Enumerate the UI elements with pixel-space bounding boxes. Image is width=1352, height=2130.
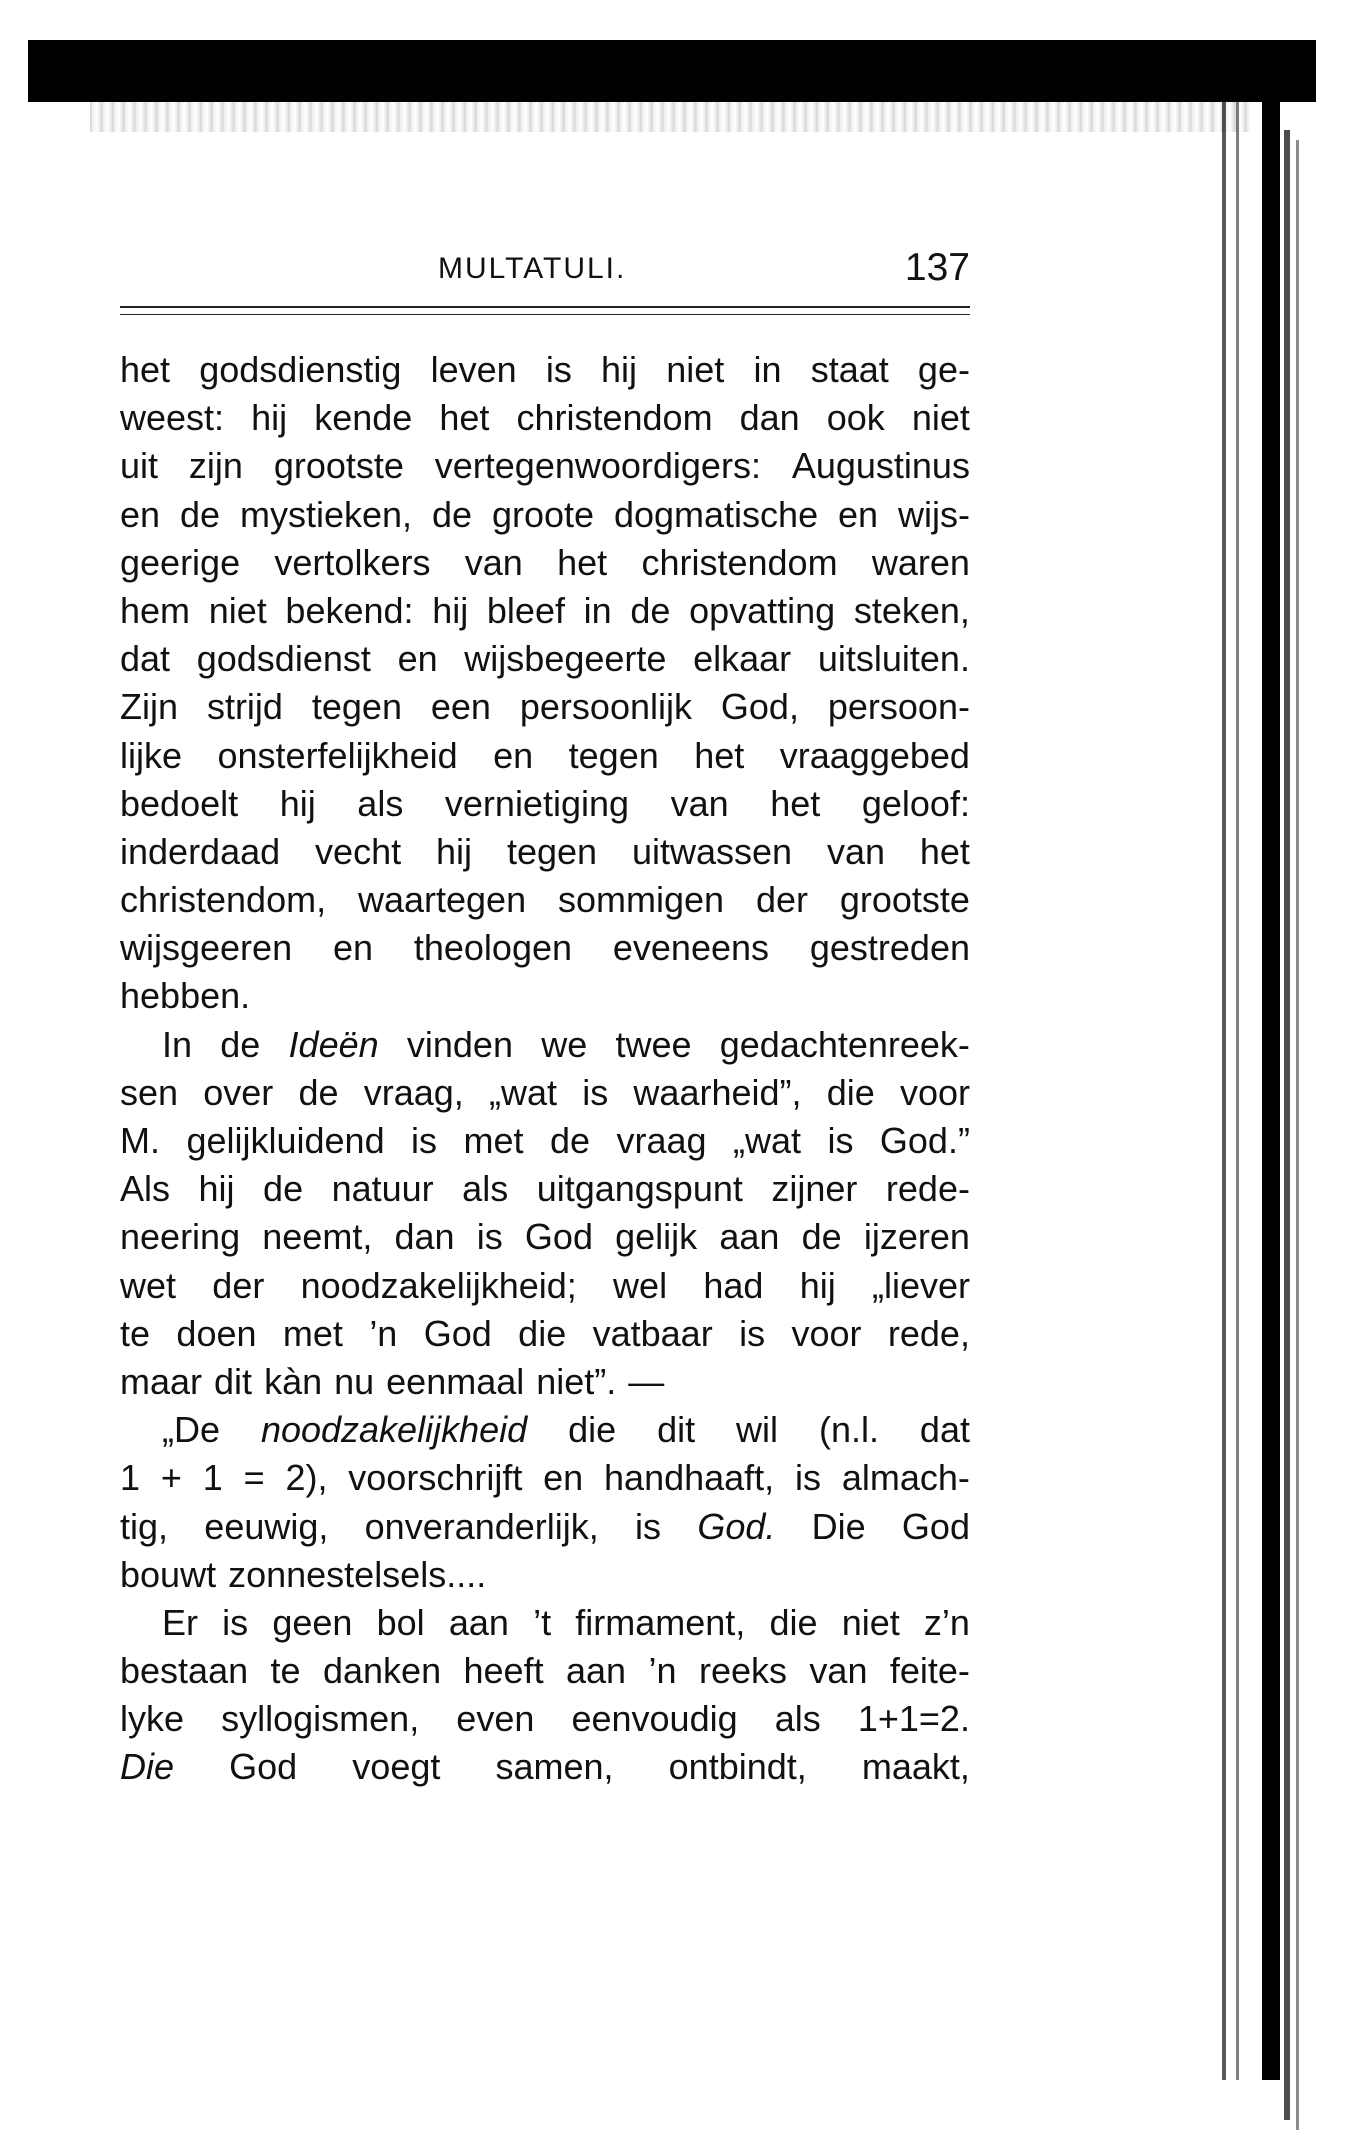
word: voegt xyxy=(352,1746,441,1788)
text-line xyxy=(120,1743,970,1791)
text-line xyxy=(120,1695,970,1743)
text-line xyxy=(120,539,970,587)
word: uitwassen xyxy=(631,830,793,872)
text-line xyxy=(120,732,970,780)
word: hij xyxy=(279,782,316,824)
word: heeft xyxy=(463,1650,544,1692)
text-line xyxy=(120,828,970,876)
text-line xyxy=(120,1069,970,1117)
word: met xyxy=(463,1120,524,1161)
word: lijke xyxy=(120,734,183,776)
word: ijzeren xyxy=(863,1216,970,1258)
word: almach- xyxy=(841,1457,970,1499)
word: mystieken, xyxy=(239,493,413,535)
word: ’n xyxy=(369,1312,398,1354)
word: wel xyxy=(613,1264,668,1306)
word: sommigen xyxy=(558,879,725,921)
scan-binding-edge xyxy=(1284,130,1290,2120)
word: van xyxy=(464,541,523,583)
word: van xyxy=(670,782,729,824)
word: handhaaft, xyxy=(604,1457,775,1499)
word: tig, xyxy=(120,1505,169,1547)
word: is xyxy=(411,1120,438,1161)
word: geloof: xyxy=(861,782,970,824)
word: neering xyxy=(120,1216,241,1258)
word: Er xyxy=(162,1601,198,1643)
word: vatbaar xyxy=(592,1312,713,1354)
word: leven xyxy=(430,349,517,390)
scan-binding-edge xyxy=(1222,90,1226,2080)
word: God.” xyxy=(879,1120,970,1161)
word: en xyxy=(543,1457,584,1499)
word: Augustinus xyxy=(791,445,970,487)
text-line xyxy=(120,780,970,828)
word: dit xyxy=(657,1409,696,1451)
word: wet xyxy=(120,1264,177,1306)
word: waren xyxy=(871,541,970,583)
word: wijsbegeerte xyxy=(464,638,667,680)
word: inderdaad xyxy=(120,830,281,872)
word: en xyxy=(493,734,534,776)
word: ook xyxy=(826,397,885,439)
word: die xyxy=(518,1312,567,1354)
text-line xyxy=(120,635,970,683)
header-rule xyxy=(120,314,970,315)
word: syllogismen, xyxy=(221,1698,420,1740)
word: voor xyxy=(791,1312,862,1354)
word: en xyxy=(397,638,438,680)
word: christendom, xyxy=(120,879,327,921)
text-line xyxy=(120,1503,970,1551)
word: en xyxy=(120,493,161,535)
word: godsdienstig xyxy=(199,349,402,390)
word: uitgangspunt xyxy=(536,1168,743,1210)
text-line xyxy=(120,1165,970,1213)
word: ’t xyxy=(533,1601,552,1643)
word: „liever xyxy=(871,1264,970,1306)
word: als xyxy=(462,1168,509,1210)
word: reeks xyxy=(698,1650,787,1692)
word: het xyxy=(770,782,821,824)
word: dat xyxy=(919,1409,970,1451)
word: wijs- xyxy=(898,493,970,535)
word: is xyxy=(827,1120,854,1161)
word: is xyxy=(476,1216,503,1258)
word: bouwt xyxy=(120,1553,217,1595)
word: de xyxy=(220,1023,261,1065)
scan-top-shadow xyxy=(90,98,1250,132)
word: twee xyxy=(615,1023,692,1065)
word: steken, xyxy=(853,589,970,631)
word: uit xyxy=(120,445,159,487)
text-line xyxy=(120,924,970,972)
text-line xyxy=(120,1599,970,1647)
text-line xyxy=(120,683,970,731)
word: het xyxy=(439,397,490,439)
word: 2), xyxy=(285,1457,328,1499)
word: gelijkluidend xyxy=(186,1120,385,1161)
word: even xyxy=(456,1698,535,1740)
word: tegen xyxy=(568,734,659,776)
word: de xyxy=(431,493,473,535)
word: niet xyxy=(911,397,970,439)
word: ge- xyxy=(917,349,970,390)
text-line xyxy=(120,1262,970,1310)
word: is xyxy=(545,349,572,390)
word: bedoelt xyxy=(120,782,239,824)
word: hij xyxy=(436,830,473,872)
word: het xyxy=(919,830,970,872)
word: noodzakelijkheid; xyxy=(300,1264,577,1306)
word: God, xyxy=(720,686,799,728)
word: de xyxy=(298,1071,339,1113)
word: bekend: xyxy=(285,589,414,631)
word: grootste xyxy=(273,445,404,487)
word: waarheid”, xyxy=(633,1071,802,1113)
word: niet xyxy=(208,589,267,631)
word: eenmaal xyxy=(386,1360,525,1402)
word: vraaggebed xyxy=(779,734,970,776)
word: dat xyxy=(120,638,171,680)
text-line xyxy=(120,1358,970,1406)
word: gedachtenreek- xyxy=(719,1023,970,1065)
word: uitsluiten. xyxy=(817,638,970,680)
word: onsterfelijkheid xyxy=(217,734,458,776)
word: staat xyxy=(810,349,889,390)
word: ontbindt, xyxy=(668,1746,807,1788)
word: grootste xyxy=(839,879,970,921)
word: = xyxy=(243,1457,265,1499)
word: eveneens xyxy=(612,927,770,969)
word: de xyxy=(630,589,671,631)
word: godsdienst xyxy=(196,638,371,680)
word: „wat xyxy=(732,1120,801,1161)
header-rule xyxy=(120,306,970,308)
text-line xyxy=(120,1551,970,1599)
word: wil xyxy=(736,1409,779,1451)
text-line xyxy=(120,1213,970,1261)
running-title: MULTATULI. xyxy=(438,252,627,285)
word: het xyxy=(694,734,745,776)
word: kàn xyxy=(264,1360,323,1402)
italic-word: Die xyxy=(120,1746,175,1788)
word: (n.l. xyxy=(818,1409,879,1451)
word: te xyxy=(270,1650,301,1692)
text-line xyxy=(120,394,970,442)
word: elkaar xyxy=(693,638,792,680)
word: hij xyxy=(432,589,469,631)
word: die xyxy=(769,1601,818,1643)
word: christendom xyxy=(516,397,713,439)
word: die xyxy=(568,1409,617,1451)
word: feite- xyxy=(889,1650,970,1692)
word: „wat xyxy=(489,1071,558,1113)
word: dan xyxy=(739,397,800,439)
word: Die xyxy=(811,1505,866,1547)
text-line xyxy=(120,442,970,490)
word: God xyxy=(901,1505,970,1547)
word: vertegenwoordigers: xyxy=(434,445,761,487)
word: + xyxy=(160,1457,182,1499)
word: het xyxy=(557,541,608,583)
word: hem xyxy=(120,589,191,631)
word: God xyxy=(524,1216,593,1258)
word: voorschrijft xyxy=(348,1457,523,1499)
page-header xyxy=(120,246,970,302)
text-line xyxy=(120,587,970,635)
word: de xyxy=(179,493,221,535)
word: voor xyxy=(899,1071,970,1113)
word: vertolkers xyxy=(274,541,431,583)
word: eenvoudig xyxy=(571,1698,738,1740)
word: rede- xyxy=(885,1168,970,1210)
word: kende xyxy=(314,397,413,439)
word: is xyxy=(582,1071,609,1113)
word: aan xyxy=(448,1601,509,1643)
word: doen xyxy=(176,1312,257,1354)
text-line xyxy=(120,346,970,394)
word: met xyxy=(282,1312,343,1354)
text-line xyxy=(120,1647,970,1695)
body-text xyxy=(120,346,970,1792)
word: weest: xyxy=(120,397,225,439)
word: groote xyxy=(491,493,595,535)
word: een xyxy=(430,686,491,728)
word: zijner xyxy=(771,1168,858,1210)
word: we xyxy=(541,1023,588,1065)
word: lyke xyxy=(120,1698,185,1740)
word: bestaan xyxy=(120,1650,249,1692)
word: bol xyxy=(376,1601,425,1643)
word: hij xyxy=(198,1168,235,1210)
italic-word: God. xyxy=(697,1505,776,1547)
word: die xyxy=(826,1071,875,1113)
word: onveranderlijk, xyxy=(364,1505,599,1547)
word: Als xyxy=(120,1168,171,1210)
word: danken xyxy=(322,1650,442,1692)
word: hij xyxy=(251,397,288,439)
scan-top-bar xyxy=(28,40,1316,102)
word: hij xyxy=(799,1264,836,1306)
word: de xyxy=(263,1168,304,1210)
text-line xyxy=(120,1406,970,1454)
word: christendom xyxy=(641,541,838,583)
word: niet xyxy=(841,1601,900,1643)
word: eeuwig, xyxy=(204,1505,329,1547)
word: over xyxy=(203,1071,274,1113)
text-line xyxy=(120,972,970,1020)
word: is xyxy=(795,1457,822,1499)
word: vraag, xyxy=(363,1071,464,1113)
text-line xyxy=(120,491,970,539)
word: natuur xyxy=(331,1168,434,1210)
word: van xyxy=(809,1650,868,1692)
scan-binding-edge xyxy=(1296,140,1299,2130)
word: theologen xyxy=(413,927,573,969)
word: hebben. xyxy=(120,975,251,1017)
word: wijsgeeren xyxy=(120,927,293,969)
word: waartegen xyxy=(357,879,527,921)
text-line xyxy=(120,1021,970,1069)
word: persoon- xyxy=(827,686,970,728)
word: vecht xyxy=(315,830,402,872)
word: dit xyxy=(214,1360,253,1402)
word: niet xyxy=(666,349,725,390)
word: vinden xyxy=(406,1023,513,1065)
word: tegen xyxy=(506,830,598,872)
word: sen xyxy=(120,1071,179,1113)
word: tegen xyxy=(311,686,402,728)
word: God xyxy=(229,1746,298,1788)
word: neemt, xyxy=(262,1216,373,1258)
word: dan xyxy=(394,1216,455,1258)
word: 1 xyxy=(120,1457,141,1499)
word: aan xyxy=(719,1216,780,1258)
word: en xyxy=(332,927,373,969)
word: vraag xyxy=(616,1120,707,1161)
word: ’n xyxy=(648,1650,677,1692)
word: M. xyxy=(120,1120,160,1161)
word: en xyxy=(838,493,879,535)
word: is xyxy=(635,1505,662,1547)
word: maar xyxy=(120,1360,203,1402)
word: had xyxy=(703,1264,764,1306)
word: als xyxy=(774,1698,821,1740)
word: — xyxy=(628,1360,665,1402)
word: van xyxy=(826,830,885,872)
italic-word: noodzakelijkheid xyxy=(260,1409,528,1451)
word: God xyxy=(423,1312,492,1354)
word: dogmatische xyxy=(613,493,819,535)
word: zonnestelsels.... xyxy=(228,1553,487,1595)
word: In xyxy=(162,1023,193,1065)
word: het xyxy=(120,349,171,390)
word: te xyxy=(120,1312,151,1354)
word: der xyxy=(755,879,808,921)
word: bleef xyxy=(486,589,565,631)
word: maakt, xyxy=(861,1746,970,1788)
word: persoonlijk xyxy=(519,686,692,728)
word: strijd xyxy=(206,686,283,728)
word: hij xyxy=(601,349,638,390)
text-line xyxy=(120,1454,970,1502)
word: der xyxy=(212,1264,265,1306)
text-line xyxy=(120,1310,970,1358)
italic-word: Ideën xyxy=(288,1023,379,1065)
word: opvatting xyxy=(689,589,836,631)
word: niet”. xyxy=(536,1360,617,1402)
word: de xyxy=(801,1216,842,1258)
word: als xyxy=(357,782,404,824)
word: in xyxy=(583,589,612,631)
word: z’n xyxy=(923,1601,970,1643)
word: geerige xyxy=(120,541,241,583)
word: firmament, xyxy=(575,1601,746,1643)
word: Zijn xyxy=(120,686,179,728)
word: „De xyxy=(162,1409,221,1451)
word: 1+1=2. xyxy=(857,1698,970,1740)
word: nu xyxy=(334,1360,375,1402)
scan-binding-edge xyxy=(1236,90,1239,2080)
word: samen, xyxy=(495,1746,614,1788)
word: gelijk xyxy=(615,1216,698,1258)
word: is xyxy=(739,1312,766,1354)
word: de xyxy=(549,1120,591,1161)
word: in xyxy=(753,349,782,390)
word: geen xyxy=(272,1601,353,1643)
word: is xyxy=(222,1601,249,1643)
page-number: 137 xyxy=(904,246,970,289)
word: rede, xyxy=(887,1312,970,1354)
scan-binding-edge xyxy=(1262,90,1280,2080)
word: gestreden xyxy=(809,927,970,969)
word: aan xyxy=(566,1650,627,1692)
word: zijn xyxy=(188,445,243,487)
text-line xyxy=(120,1117,970,1165)
word: 1 xyxy=(202,1457,223,1499)
text-line xyxy=(120,876,970,924)
word: vernietiging xyxy=(444,782,630,824)
